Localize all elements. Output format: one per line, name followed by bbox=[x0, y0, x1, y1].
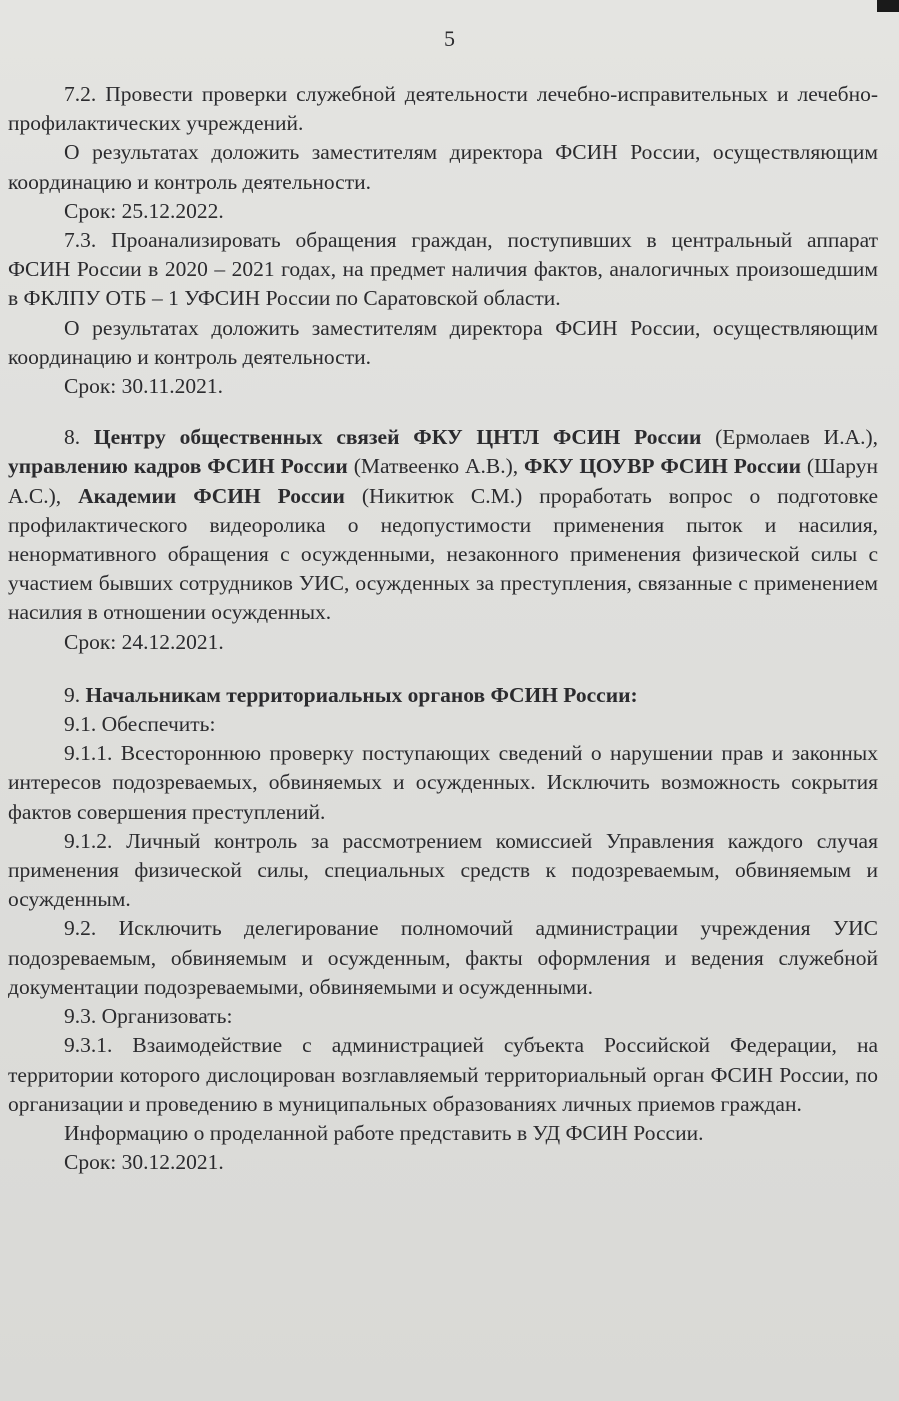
paragraph-8-person-3: (Шарун А.С.), bbox=[8, 454, 878, 508]
paragraph-8-person-2: (Матвеенко А.В.), bbox=[347, 454, 525, 479]
paragraph-9 bbox=[8, 681, 878, 710]
paragraph-9-1-1: 9.1.1. Всестороннюю проверку поступающих сведений о нарушении прав и законных интересов подозреваемых, обвиняемых и осужденных. Исключить возможность сокрытия фактов совершения преступлений. bbox=[8, 741, 878, 824]
paragraph-9-1: 9.1. Обеспечить: bbox=[64, 712, 216, 737]
paragraph-7-3: 7.3. Проанализировать обращения граждан, поступивших в центральный аппарат ФСИН России в 2020 – 2021 годах, на предмет наличия фактов, аналогичных произошедшим в ФКЛПУ ОТБ – 1 УФСИН России по Саратовской области. bbox=[8, 228, 878, 311]
paragraph-9-1-2: 9.1.2. Личный контроль за рассмотрением комиссией Управления каждого случая применения физической силы, специальных средств к подозреваемым, обвиняемым и осужденным. bbox=[8, 828, 878, 912]
paragraph-9-2: 9.2. Исключить делегирование полномочий администрации учреждения УИС подозреваемым, обвиняемым и осужденным, факты оформления и ведения служебной документации подозреваемыми, обвиняемыми и осужденными. bbox=[8, 916, 878, 999]
paragraph-9-3: 9.3. Организовать: bbox=[64, 1004, 233, 1029]
paragraph-8-org-2: управлению кадров ФСИН России bbox=[8, 454, 348, 479]
paragraph-8-org-4: Академии ФСИН России bbox=[78, 483, 345, 508]
corner-mark bbox=[877, 0, 899, 12]
paragraph-8-org-3: ФКУ ЦОУВР ФСИН России bbox=[524, 454, 801, 479]
paragraph-8-org-1: Центру общественных связей ФКУ ЦНТЛ ФСИН России bbox=[93, 425, 702, 450]
paragraph-7-2-deadline: Срок: 25.12.2022. bbox=[64, 198, 224, 223]
paragraph-9-heading: Начальникам территориальных органов ФСИН России: bbox=[85, 682, 638, 707]
paragraph-8-number: 8. bbox=[64, 425, 94, 450]
page-number: 5 bbox=[444, 26, 455, 51]
paragraph-8-deadline: Срок: 24.12.2021. bbox=[64, 629, 224, 654]
paragraph-8-rest: (Никитюк С.М.) проработать вопрос о подготовке профилактического видеоролика о недопустимости применения пыток и насилия, ненормативного обращения с осужденными, незаконного применения физической силы с участием бывших сотрудников УИС, осужденных за преступления, связанные с применением насилия в отношении осужденных. bbox=[8, 483, 879, 625]
paragraph-9-3-1: 9.3.1. Взаимодействие с администрацией субъекта Российской Федерации, на территории которого дислоцирован возглавляемый территориальный орган ФСИН России, по организации и проведению в муниципальных образованиях личных приемов граждан. bbox=[8, 1033, 878, 1116]
paragraph-9-deadline: Срок: 30.12.2021. bbox=[64, 1150, 224, 1175]
paragraph-8-person-1: (Ермолаев И.А.), bbox=[701, 425, 879, 450]
document-body bbox=[8, 80, 878, 1177]
paragraph-9-info: Информацию о проделанной работе представить в УД ФСИН России. bbox=[64, 1120, 704, 1145]
paragraph-9-number: 9. bbox=[64, 682, 86, 707]
paragraph-7-3-report: О результатах доложить заместителям директора ФСИН России, осуществляющим координацию и контроль деятельности. bbox=[8, 315, 878, 369]
paragraph-7-2-report: О результатах доложить заместителям директора ФСИН России, осуществляющим координацию и контроль деятельности. bbox=[8, 140, 878, 194]
paragraph-7-3-deadline: Срок: 30.11.2021. bbox=[64, 374, 223, 399]
paragraph-8 bbox=[8, 423, 878, 627]
paragraph-7-2: 7.2. Провести проверки служебной деятельности лечебно-исправительных и лечебно-профилактических учреждений. bbox=[8, 82, 878, 136]
